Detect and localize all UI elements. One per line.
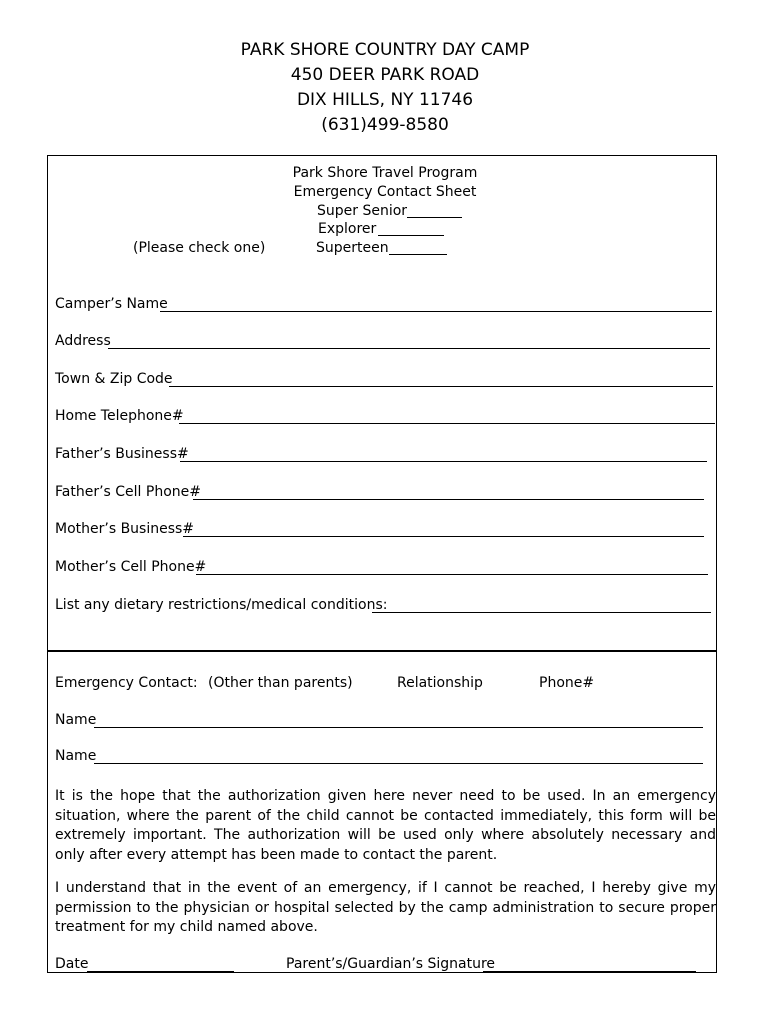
super-senior-checkline[interactable] [407, 217, 462, 218]
emergency-name-field-1[interactable] [94, 727, 703, 728]
section-divider [48, 650, 716, 652]
dietary-label: List any dietary restrictions/medical conditions: [55, 597, 388, 613]
camper-name-field[interactable] [160, 311, 712, 312]
program-title: Park Shore Travel Program [292, 165, 478, 181]
mother-cell-field[interactable] [196, 574, 708, 575]
signature-field[interactable] [483, 971, 696, 972]
superteen-checkline[interactable] [389, 254, 447, 255]
option-superteen: Superteen [316, 240, 389, 256]
father-business-label: Father’s Business# [55, 446, 189, 462]
address-label: Address [55, 333, 111, 349]
option-super-senior: Super Senior [317, 203, 408, 219]
relationship-header: Relationship [397, 675, 483, 691]
father-cell-field[interactable] [193, 499, 704, 500]
date-label: Date [55, 956, 89, 972]
mother-cell-label: Mother’s Cell Phone# [55, 559, 207, 575]
home-phone-label: Home Telephone# [55, 408, 184, 424]
authorization-paragraph: It is the hope that the authorization given here never need to be used. In an emergency situation, where the parent of the child cannot be contacted immediately, this form will be extremely important. The authorization will be used only where absolutely necessary and only after every attempt has been made to contact the parent. [55, 788, 716, 863]
mother-business-field[interactable] [183, 536, 704, 537]
camp-phone: (631)499-8580 [321, 115, 449, 135]
town-zip-label: Town & Zip Code [55, 371, 173, 387]
father-cell-label: Father’s Cell Phone# [55, 484, 201, 500]
father-business-field[interactable] [180, 461, 707, 462]
signature-label: Parent’s/Guardian’s Signature [286, 956, 496, 972]
option-explorer: Explorer [318, 221, 377, 237]
program-subtitle: Emergency Contact Sheet [293, 184, 477, 200]
address-field[interactable] [108, 348, 710, 349]
home-phone-field[interactable] [179, 423, 715, 424]
town-zip-field[interactable] [169, 386, 713, 387]
camp-name: PARK SHORE COUNTRY DAY CAMP [240, 40, 530, 60]
explorer-checkline[interactable] [378, 235, 444, 236]
emergency-contact-label: Emergency Contact: [55, 675, 198, 691]
emergency-name-label-1: Name [55, 712, 97, 728]
camper-name-label: Camper’s Name [55, 296, 168, 312]
emergency-name-field-2[interactable] [94, 763, 703, 764]
phone-header: Phone# [539, 675, 595, 691]
consent-paragraph: I understand that in the event of an emergency, if I cannot be reached, I hereby give my permission to the physician or hospital selected by the camp administration to secure proper treatment for my child named above. [55, 880, 716, 935]
camp-city: DIX HILLS, NY 11746 [296, 90, 474, 110]
emergency-name-label-2: Name [55, 748, 97, 764]
mother-business-label: Mother’s Business# [55, 521, 195, 537]
date-field[interactable] [87, 971, 234, 972]
camp-street: 450 DEER PARK ROAD [290, 65, 480, 85]
dietary-field[interactable] [372, 612, 711, 613]
emergency-contact-note: (Other than parents) [208, 675, 353, 691]
check-one-instruction: (Please check one) [133, 240, 266, 256]
